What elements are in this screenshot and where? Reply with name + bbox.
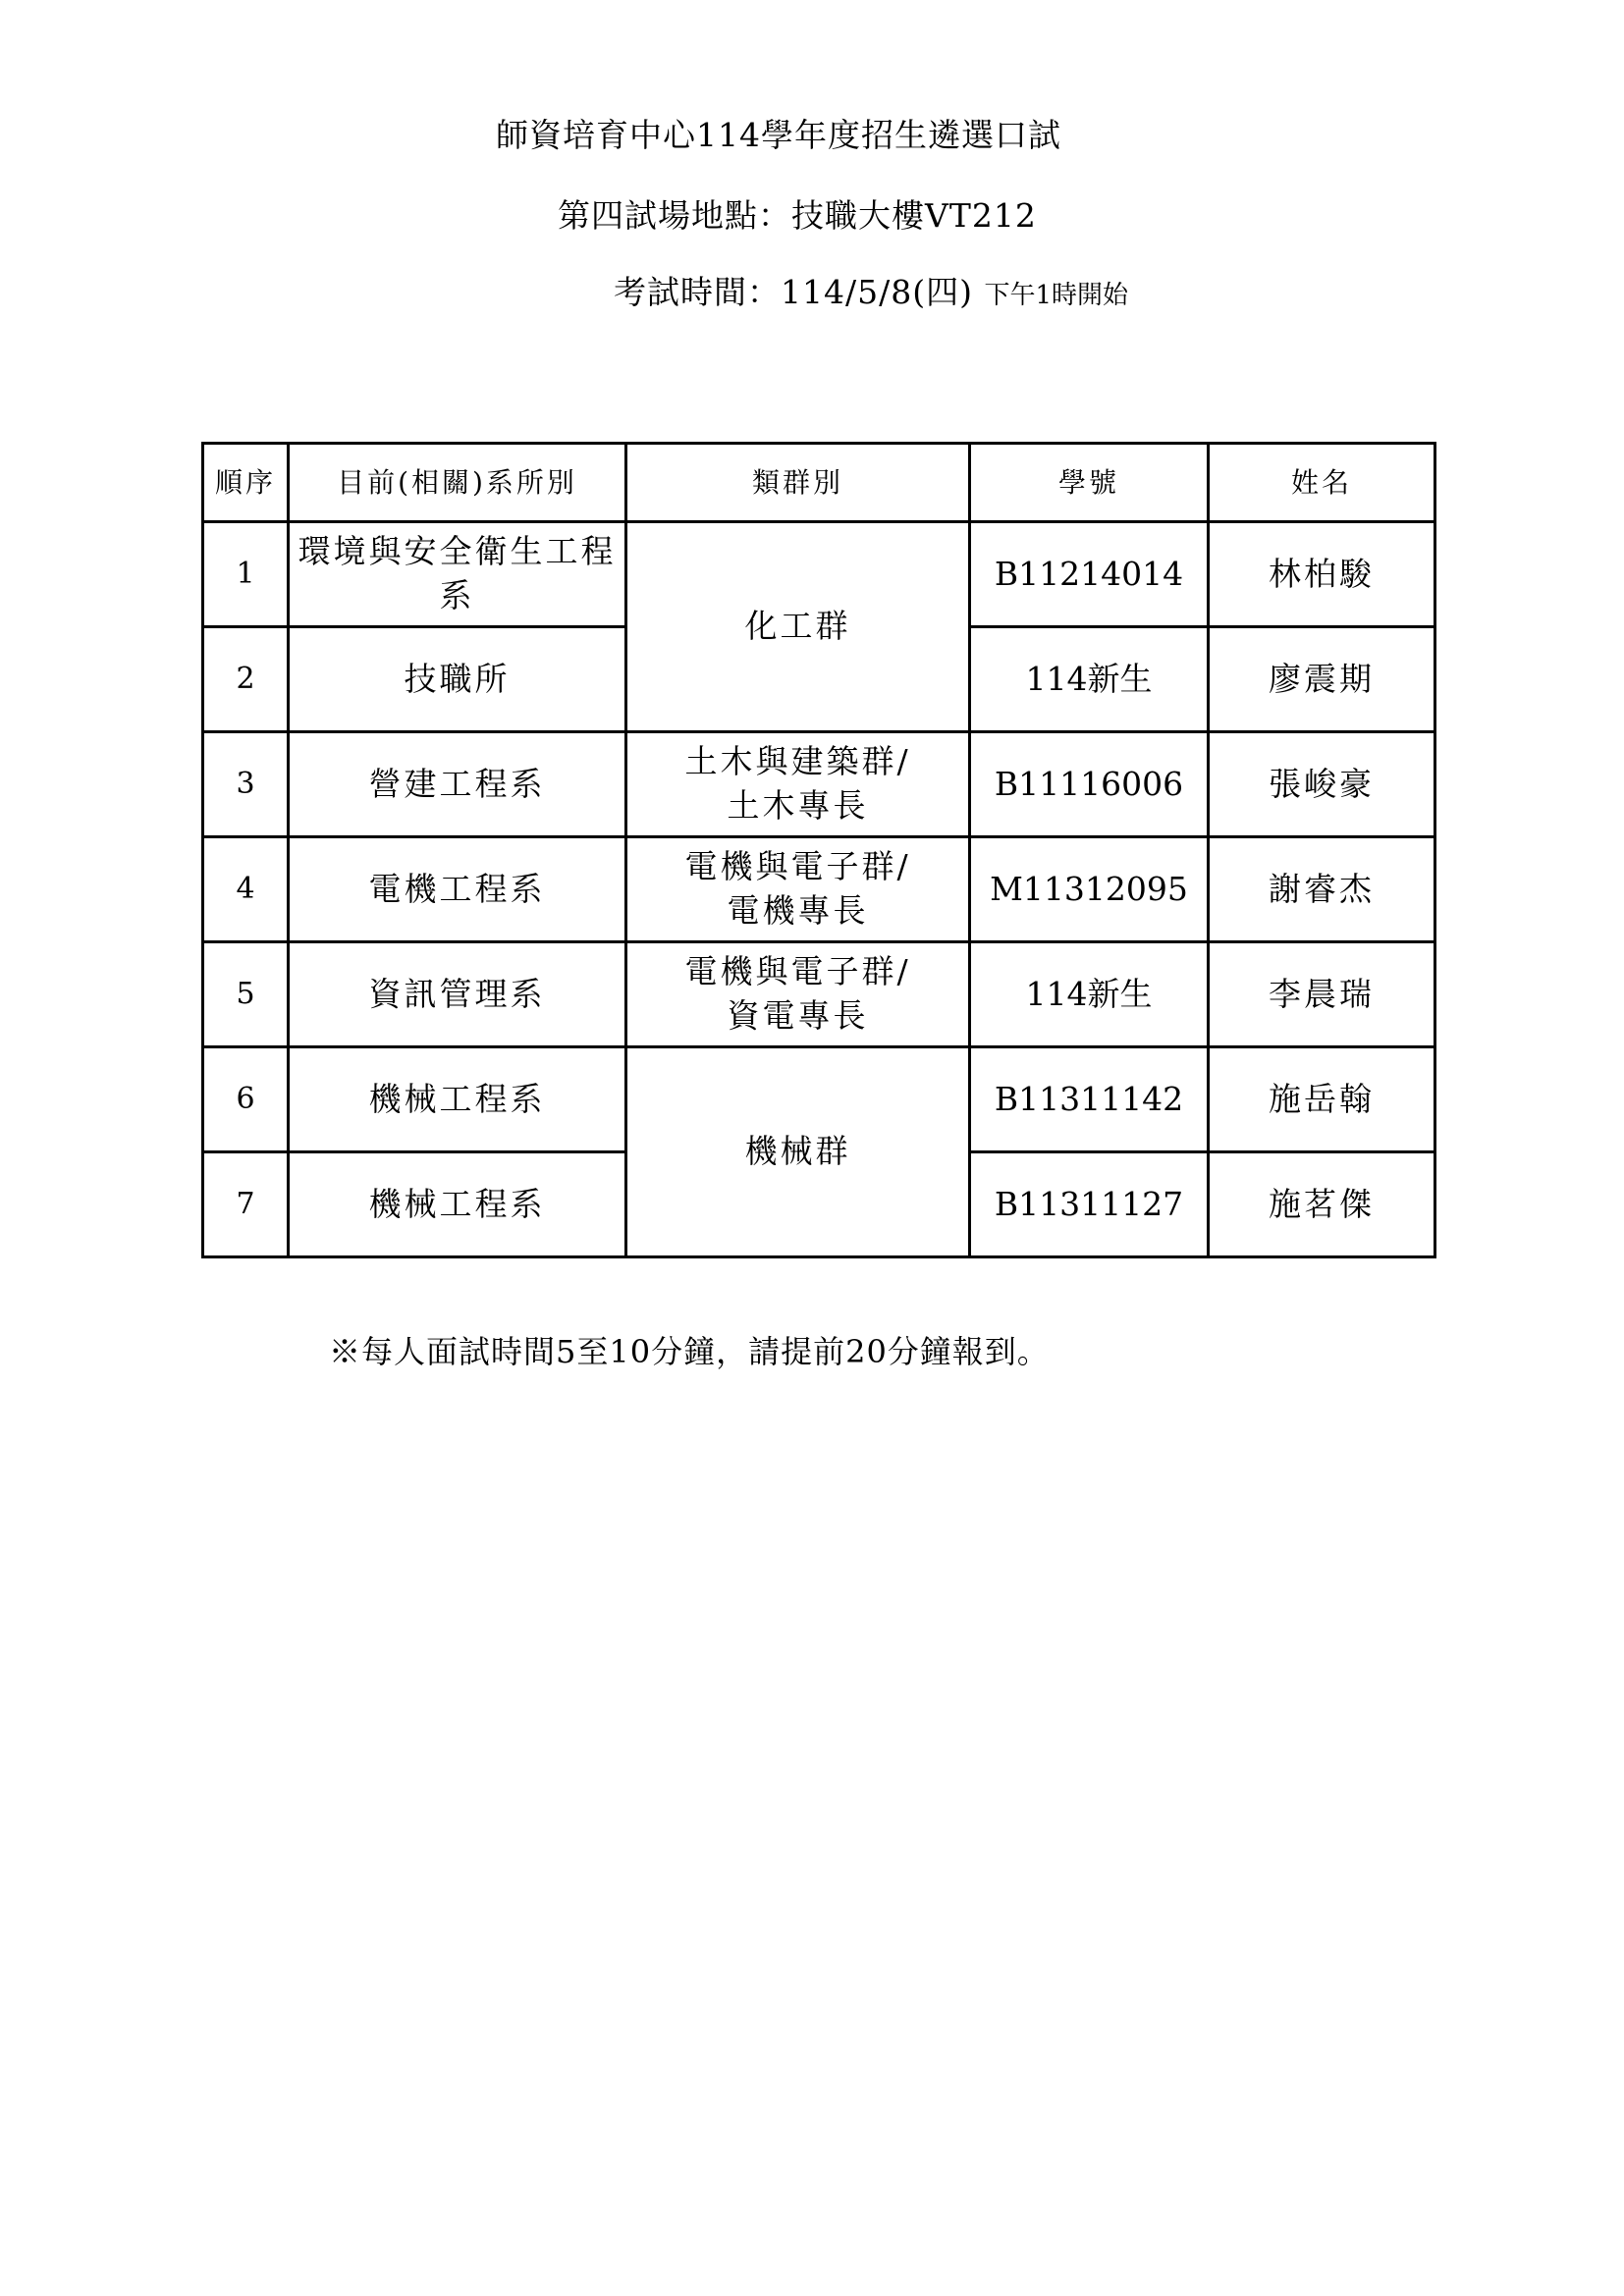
row-seq: 7 (203, 1152, 289, 1257)
table-row (203, 837, 1435, 942)
row-dept: 技職所 (289, 627, 626, 732)
column-header-dept: 目前(相關)系所別 (289, 444, 626, 522)
row-student-id: B11116006 (970, 732, 1209, 837)
row-dept: 營建工程系 (289, 732, 626, 837)
table-row (203, 732, 1435, 837)
column-header-name: 姓名 (1209, 444, 1435, 522)
page-title: 師資培育中心114學年度招生遴選口試 (496, 116, 1061, 154)
row-student-id: 114新生 (970, 942, 1209, 1047)
row-group-ee (626, 837, 970, 942)
row-name: 謝睿杰 (1209, 837, 1435, 942)
row-group-im (626, 942, 970, 1047)
row-group-chem: 化工群 (626, 522, 970, 732)
row-group-civil (626, 732, 970, 837)
group-line-1: 土木與建築群/ (684, 742, 911, 781)
row-student-id: 114新生 (970, 627, 1209, 732)
row-seq: 4 (203, 837, 289, 942)
candidate-table (201, 442, 1436, 1258)
group-line-2: 資電專長 (727, 996, 869, 1035)
exam-time-line (614, 267, 1128, 313)
row-student-id: B11311127 (970, 1152, 1209, 1257)
group-line-1: 電機與電子群/ (684, 847, 911, 886)
row-name: 施岳翰 (1209, 1047, 1435, 1152)
row-group-mech: 機械群 (626, 1047, 970, 1257)
row-seq: 2 (203, 627, 289, 732)
row-student-id: B11214014 (970, 522, 1209, 627)
row-seq: 6 (203, 1047, 289, 1152)
column-header-seq: 順序 (203, 444, 289, 522)
row-name: 林柏駿 (1209, 522, 1435, 627)
row-name: 張峻豪 (1209, 732, 1435, 837)
row-seq: 3 (203, 732, 289, 837)
footnote: ※每人面試時間5至10分鐘，請提前20分鐘報到。 (329, 1333, 1050, 1370)
row-seq: 5 (203, 942, 289, 1047)
exam-time-start: 下午1時開始 (984, 281, 1129, 310)
row-seq: 1 (203, 522, 289, 627)
group-line-1: 電機與電子群/ (684, 952, 911, 991)
group-line-2: 電機專長 (727, 891, 869, 930)
venue-line: 第四試場地點：技職大樓VT212 (558, 196, 1037, 235)
group-line-2: 土木專長 (727, 786, 869, 825)
row-dept: 環境與安全衛生工程系 (289, 522, 626, 627)
table-row (203, 942, 1435, 1047)
exam-time-date: 考試時間：114/5/8(四) (614, 273, 973, 311)
row-dept: 電機工程系 (289, 837, 626, 942)
row-student-id: M11312095 (970, 837, 1209, 942)
table-row (203, 1047, 1435, 1152)
row-dept: 機械工程系 (289, 1047, 626, 1152)
row-dept: 機械工程系 (289, 1152, 626, 1257)
column-header-group: 類群別 (626, 444, 970, 522)
row-name: 施茗傑 (1209, 1152, 1435, 1257)
row-name: 廖震期 (1209, 627, 1435, 732)
row-name: 李晨瑞 (1209, 942, 1435, 1047)
row-dept: 資訊管理系 (289, 942, 626, 1047)
row-student-id: B11311142 (970, 1047, 1209, 1152)
column-header-student-id: 學號 (970, 444, 1209, 522)
table-row (203, 522, 1435, 627)
table-header-row (203, 444, 1435, 522)
